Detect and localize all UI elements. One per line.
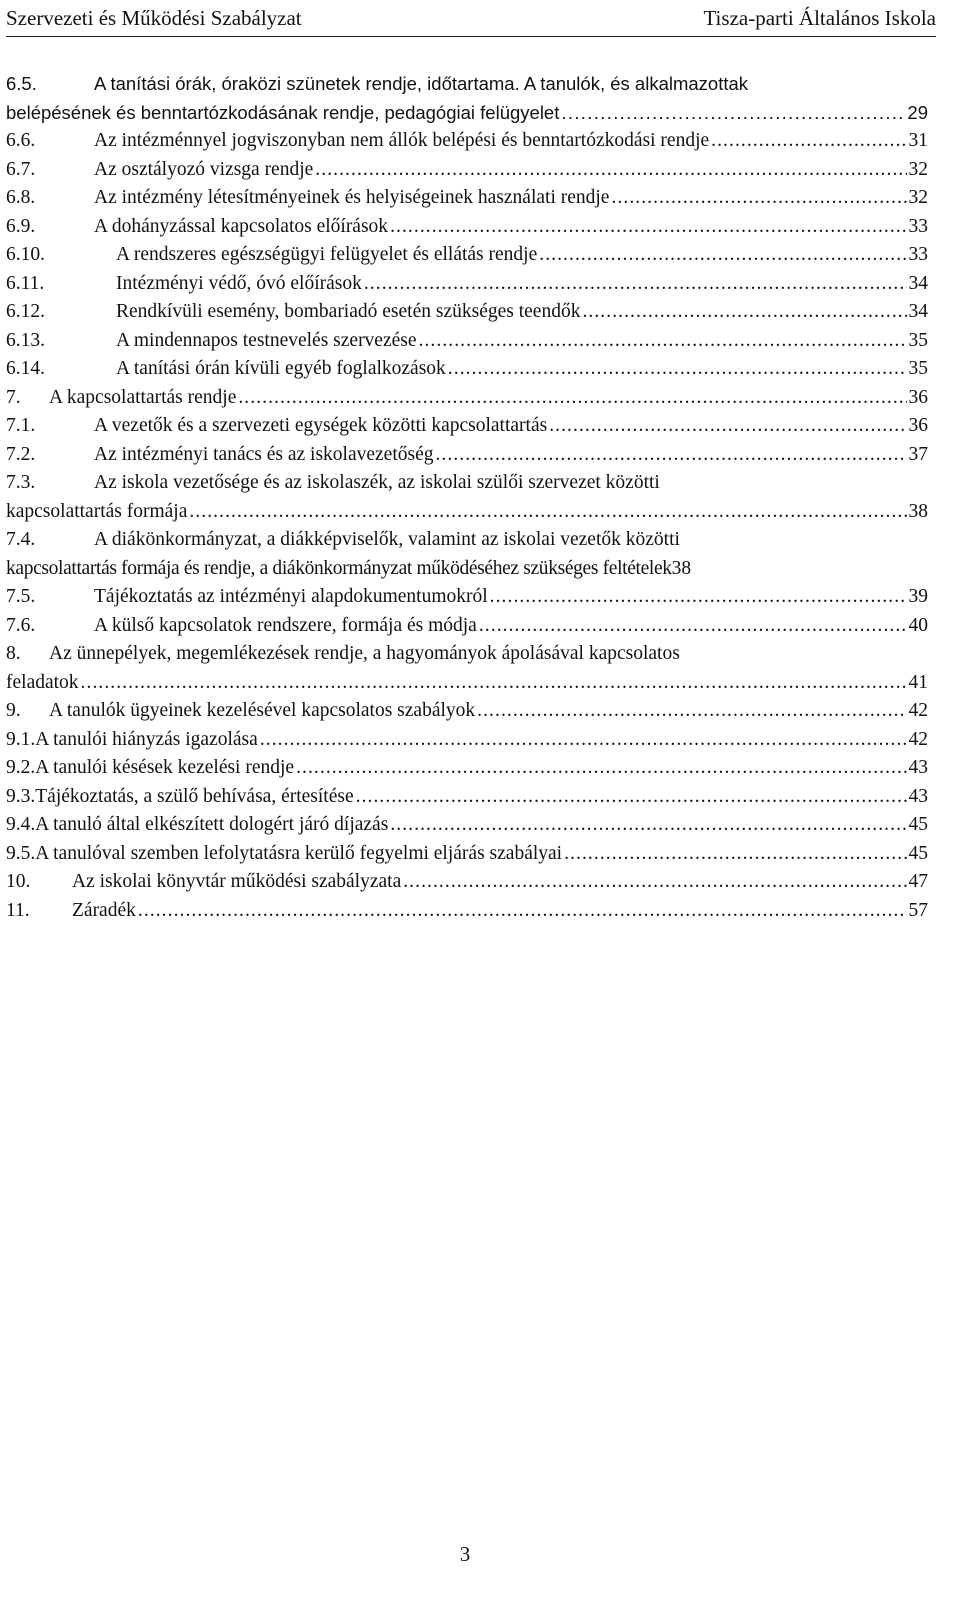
toc-page-number: 32	[908, 158, 928, 180]
toc-entry-6-12[interactable]: 6.12. Rendkívüli esemény, bombariadó esetén szükséges teendők . . . 34	[6, 298, 928, 327]
toc-page-number: 45	[908, 814, 928, 835]
toc-page-number: 41	[908, 671, 928, 693]
toc-entry-10[interactable]: 10. Az iskolai könyvtár működési szabályzata . . . 47	[6, 868, 928, 897]
toc-entry-9-5[interactable]: 9.5.A tanulóval szemben lefolytatásra kerülő fegyelmi eljárás szabályai . . . 45	[6, 840, 928, 869]
toc-page-number: 43	[908, 757, 928, 778]
table-of-contents	[6, 70, 928, 925]
toc-entry-9-2[interactable]: 9.2.A tanulói késések kezelési rendje . . . 43	[6, 754, 928, 783]
toc-entry-6-11[interactable]: 6.11. Intézményi védő, óvó előírások . . . 34	[6, 270, 928, 299]
header-document-title: Szervezeti és Működési Szabályzat	[6, 5, 302, 30]
toc-entry-7-3[interactable]: 7.3. Az iskola vezetősége és az iskolaszék, az iskolai szülői szervezet közötti kapcsolattartás formája . . . 38	[6, 469, 928, 526]
toc-page-number: 34	[908, 301, 928, 322]
toc-page-number: 57	[908, 899, 928, 921]
toc-page-number: 32	[908, 187, 928, 208]
toc-page-number: 38	[671, 557, 692, 579]
toc-entry-6-14[interactable]: 6.14. A tanítási órán kívüli egyéb foglalkozások . . . 35	[6, 355, 928, 384]
toc-page-number: 47	[908, 871, 928, 892]
toc-page-number: 33	[908, 215, 928, 237]
toc-page-number: 37	[908, 443, 928, 465]
toc-entry-6-10[interactable]: 6.10. A rendszeres egészségügyi felügyelet és ellátás rendje . . . 33	[6, 241, 928, 270]
toc-page-number: 35	[908, 358, 928, 379]
toc-page-number: 40	[908, 614, 928, 636]
toc-page-number: 39	[908, 586, 928, 607]
toc-page-number: 43	[908, 785, 928, 807]
toc-entry-7-4[interactable]: 7.4. A diákönkormányzat, a diákképviselők, valamint az iskolai vezetők közötti kapcsolattartás formája és rendje, a diákönkormányzat működéséhez szükséges feltételek 38	[6, 526, 928, 583]
toc-page-number: 35	[908, 329, 928, 351]
page-header	[6, 0, 936, 37]
toc-entry-7-6[interactable]: 7.6. A külső kapcsolatok rendszere, formája és módja . . . 40	[6, 612, 928, 641]
toc-entry-6-5[interactable]: 6.5. A tanítási órák, óraközi szünetek rendje, időtartama. A tanulók, és alkalmazottak belépésének és benntartózkodásának rendje, pedagógiai felügyelet . . . 29	[6, 70, 928, 127]
toc-entry-9-3[interactable]: 9.3.Tájékoztatás, a szülő behívása, értesítése . . . 43	[6, 783, 928, 812]
toc-entry-11[interactable]: 11. Záradék . . . 57	[6, 897, 928, 926]
toc-entry-9-1[interactable]: 9.1.A tanulói hiányzás igazolása . . . 42	[6, 726, 928, 755]
toc-page-number: 42	[908, 728, 928, 750]
toc-entry-6-7[interactable]: 6.7. Az osztályozó vizsga rendje . . . 32	[6, 156, 928, 185]
header-school-name: Tisza-parti Általános Iskola	[703, 5, 936, 30]
toc-entry-7-5[interactable]: 7.5. Tájékoztatás az intézményi alapdokumentumokról . . . 39	[6, 583, 928, 612]
toc-entry-7-2[interactable]: 7.2. Az intézményi tanács és az iskolavezetőség . . . 37	[6, 441, 928, 470]
toc-entry-6-8[interactable]: 6.8. Az intézmény létesítményeinek és helyiségeinek használati rendje . . . 32	[6, 184, 928, 213]
toc-entry-7-1[interactable]: 7.1. A vezetők és a szervezeti egységek közötti kapcsolattartás . . . 36	[6, 412, 928, 441]
toc-entry-6-9[interactable]: 6.9. A dohányzással kapcsolatos előírások . . . 33	[6, 213, 928, 242]
toc-entry-6-6[interactable]: 6.6. Az intézménnyel jogviszonyban nem állók belépési és benntartózkodási rendje . . . 31	[6, 127, 928, 156]
page-number: 3	[459, 1542, 471, 1566]
toc-entry-7[interactable]: 7. A kapcsolattartás rendje . . . 36	[6, 384, 928, 413]
toc-page-number: 36	[908, 415, 928, 436]
toc-page-number: 31	[908, 130, 928, 151]
toc-page-number: 34	[908, 272, 928, 294]
toc-page-number: 45	[908, 842, 928, 864]
toc-page-number: 29	[907, 101, 928, 123]
toc-entry-9[interactable]: 9. A tanulók ügyeinek kezelésével kapcsolatos szabályok . . . 42	[6, 697, 928, 726]
toc-entry-8[interactable]: 8. Az ünnepélyek, megemlékezések rendje, a hagyományok ápolásával kapcsolatos feladatok . . . 41	[6, 640, 928, 697]
toc-page-number: 36	[908, 386, 928, 408]
toc-page-number: 33	[908, 244, 928, 265]
toc-entry-6-13[interactable]: 6.13. A mindennapos testnevelés szervezése . . . 35	[6, 327, 928, 356]
toc-entry-9-4[interactable]: 9.4.A tanuló által elkészített dologért járó díjazás . . . 45	[6, 811, 928, 840]
toc-page-number: 42	[908, 700, 928, 721]
toc-page-number: 38	[908, 500, 928, 522]
